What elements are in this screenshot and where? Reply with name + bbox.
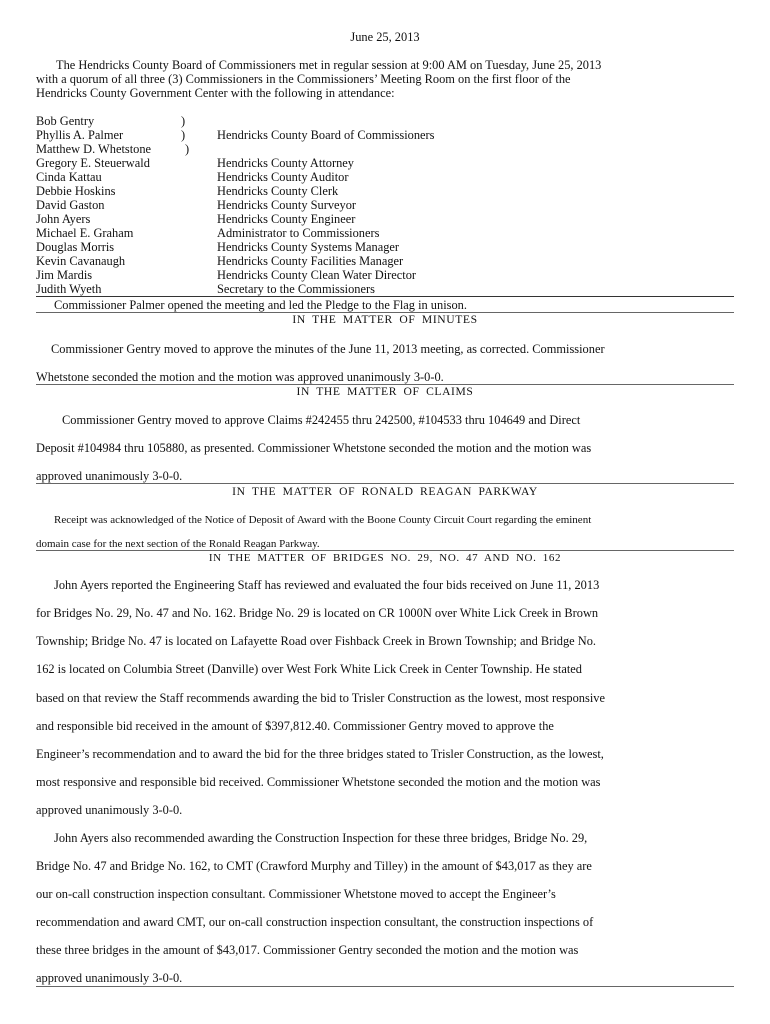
opening-statement: Commissioner Palmer opened the meeting and led the Pledge to the Flag in unison. xyxy=(54,298,467,312)
staff-name: Debbie Hoskins xyxy=(36,184,116,198)
meeting-date: June 25, 2013 xyxy=(350,30,420,44)
bridges-line: recommendation and award CMT, our on-call construction inspection consultant, the construction inspections of xyxy=(36,915,594,929)
staff-name: Judith Wyeth xyxy=(36,282,102,296)
section-divider xyxy=(36,296,734,297)
staff-name: Michael E. Graham xyxy=(36,226,134,240)
heading-claims: IN THE MATTER OF CLAIMS xyxy=(296,385,474,398)
intro-line-2: with a quorum of all three (3) Commissioners in the Commissioners’ Meeting Room on the first floor of the xyxy=(36,72,571,86)
heading-minutes: IN THE MATTER OF MINUTES xyxy=(292,313,478,326)
bridges-line: most responsive and responsible bid received. Commissioner Whetstone seconded the motion and the motion was xyxy=(36,775,601,789)
staff-name: David Gaston xyxy=(36,198,105,212)
staff-title: Hendricks County Auditor xyxy=(217,170,349,184)
bridges-line: based on that review the Staff recommends awarding the bid to Trisler Construction as the lowest, most responsive xyxy=(36,691,605,705)
parkway-line: domain case for the next section of the Ronald Reagan Parkway. xyxy=(36,538,320,550)
minutes-line: Whetstone seconded the motion and the motion was approved unanimously 3-0-0. xyxy=(36,370,444,384)
staff-name: John Ayers xyxy=(36,212,91,226)
bridges-line: and responsible bid received in the amount of $397,812.40. Commissioner Gentry moved to approve the xyxy=(36,719,554,733)
bracket: ) xyxy=(181,128,186,142)
claims-line: Commissioner Gentry moved to approve Claims #242455 thru 242500, #104533 thru 104649 and Direct xyxy=(62,413,581,427)
bridges-line: Township; Bridge No. 47 is located on Lafayette Road over Fishback Creek in Brown Township; and Bridge No. xyxy=(36,634,596,648)
staff-name: Gregory E. Steuerwald xyxy=(36,156,150,170)
bridges-line: our on-call construction inspection consultant. Commissioner Whetstone moved to accept the Engineer’s xyxy=(36,887,556,901)
parkway-line: Receipt was acknowledged of the Notice of Deposit of Award with the Boone County Circuit Court regarding the eminent xyxy=(54,514,592,526)
staff-title: Hendricks County Attorney xyxy=(217,156,354,170)
board-title: Hendricks County Board of Commissioners xyxy=(217,128,435,142)
attendee-name: Phyllis A. Palmer xyxy=(36,128,124,142)
bracket: ) xyxy=(185,142,190,156)
bridges-line: 162 is located on Columbia Street (Danville) over West Fork White Lick Creek in Center Township. He stated xyxy=(36,662,582,676)
bracket: ) xyxy=(181,114,186,128)
staff-title: Hendricks County Engineer xyxy=(217,212,356,226)
bridges-line: John Ayers reported the Engineering Staff has reviewed and evaluated the four bids received on June 11, 2013 xyxy=(54,578,600,592)
intro-line-1: The Hendricks County Board of Commissioners met in regular session at 9:00 AM on Tuesday, June 25, 2013 xyxy=(56,58,602,72)
minutes-line: Commissioner Gentry moved to approve the minutes of the June 11, 2013 meeting, as corrected. Commissioner xyxy=(51,342,605,356)
staff-title: Hendricks County Systems Manager xyxy=(217,240,400,254)
staff-title: Hendricks County Surveyor xyxy=(217,198,357,212)
attendee-name: Bob Gentry xyxy=(36,114,95,128)
staff-name: Kevin Cavanaugh xyxy=(36,254,126,268)
bridges-line: approved unanimously 3-0-0. xyxy=(36,971,183,985)
attendee-name: Matthew D. Whetstone xyxy=(36,142,152,156)
bridges-line: for Bridges No. 29, No. 47 and No. 162. Bridge No. 29 is located on CR 1000N over White Lick Creek in Brown xyxy=(36,606,599,620)
intro-line-3: Hendricks County Government Center with the following in attendance: xyxy=(36,86,395,100)
claims-line: approved unanimously 3-0-0. xyxy=(36,469,183,483)
bridges-line: John Ayers also recommended awarding the Construction Inspection for these three bridges, Bridge No. 29, xyxy=(54,831,588,845)
staff-title: Administrator to Commissioners xyxy=(217,226,380,240)
staff-title: Hendricks County Clerk xyxy=(217,184,339,198)
section-divider xyxy=(36,483,734,484)
staff-name: Jim Mardis xyxy=(36,268,93,282)
staff-name: Douglas Morris xyxy=(36,240,115,254)
staff-title: Secretary to the Commissioners xyxy=(217,282,375,296)
section-divider xyxy=(36,986,734,987)
staff-name: Cinda Kattau xyxy=(36,170,102,184)
bridges-line: Bridge No. 47 and Bridge No. 162, to CMT (Crawford Murphy and Tilley) in the amount of $43,017 as they are xyxy=(36,859,592,873)
bridges-line: these three bridges in the amount of $43,017. Commissioner Gentry seconded the motion and the motion was xyxy=(36,943,579,957)
bridges-line: Engineer’s recommendation and to award the bid for the three bridges stated to Trisler Construction, as the lowest, xyxy=(36,747,604,761)
bridges-line: approved unanimously 3-0-0. xyxy=(36,803,183,817)
claims-line: Deposit #104984 thru 105880, as presented. Commissioner Whetstone seconded the motion and the motion was xyxy=(36,441,592,455)
heading-parkway: IN THE MATTER OF RONALD REAGAN PARKWAY xyxy=(232,485,538,498)
heading-bridges: IN THE MATTER OF BRIDGES NO. 29, NO. 47 AND NO. 162 xyxy=(208,552,562,564)
staff-title: Hendricks County Facilities Manager xyxy=(217,254,404,268)
staff-title: Hendricks County Clean Water Director xyxy=(217,268,417,282)
